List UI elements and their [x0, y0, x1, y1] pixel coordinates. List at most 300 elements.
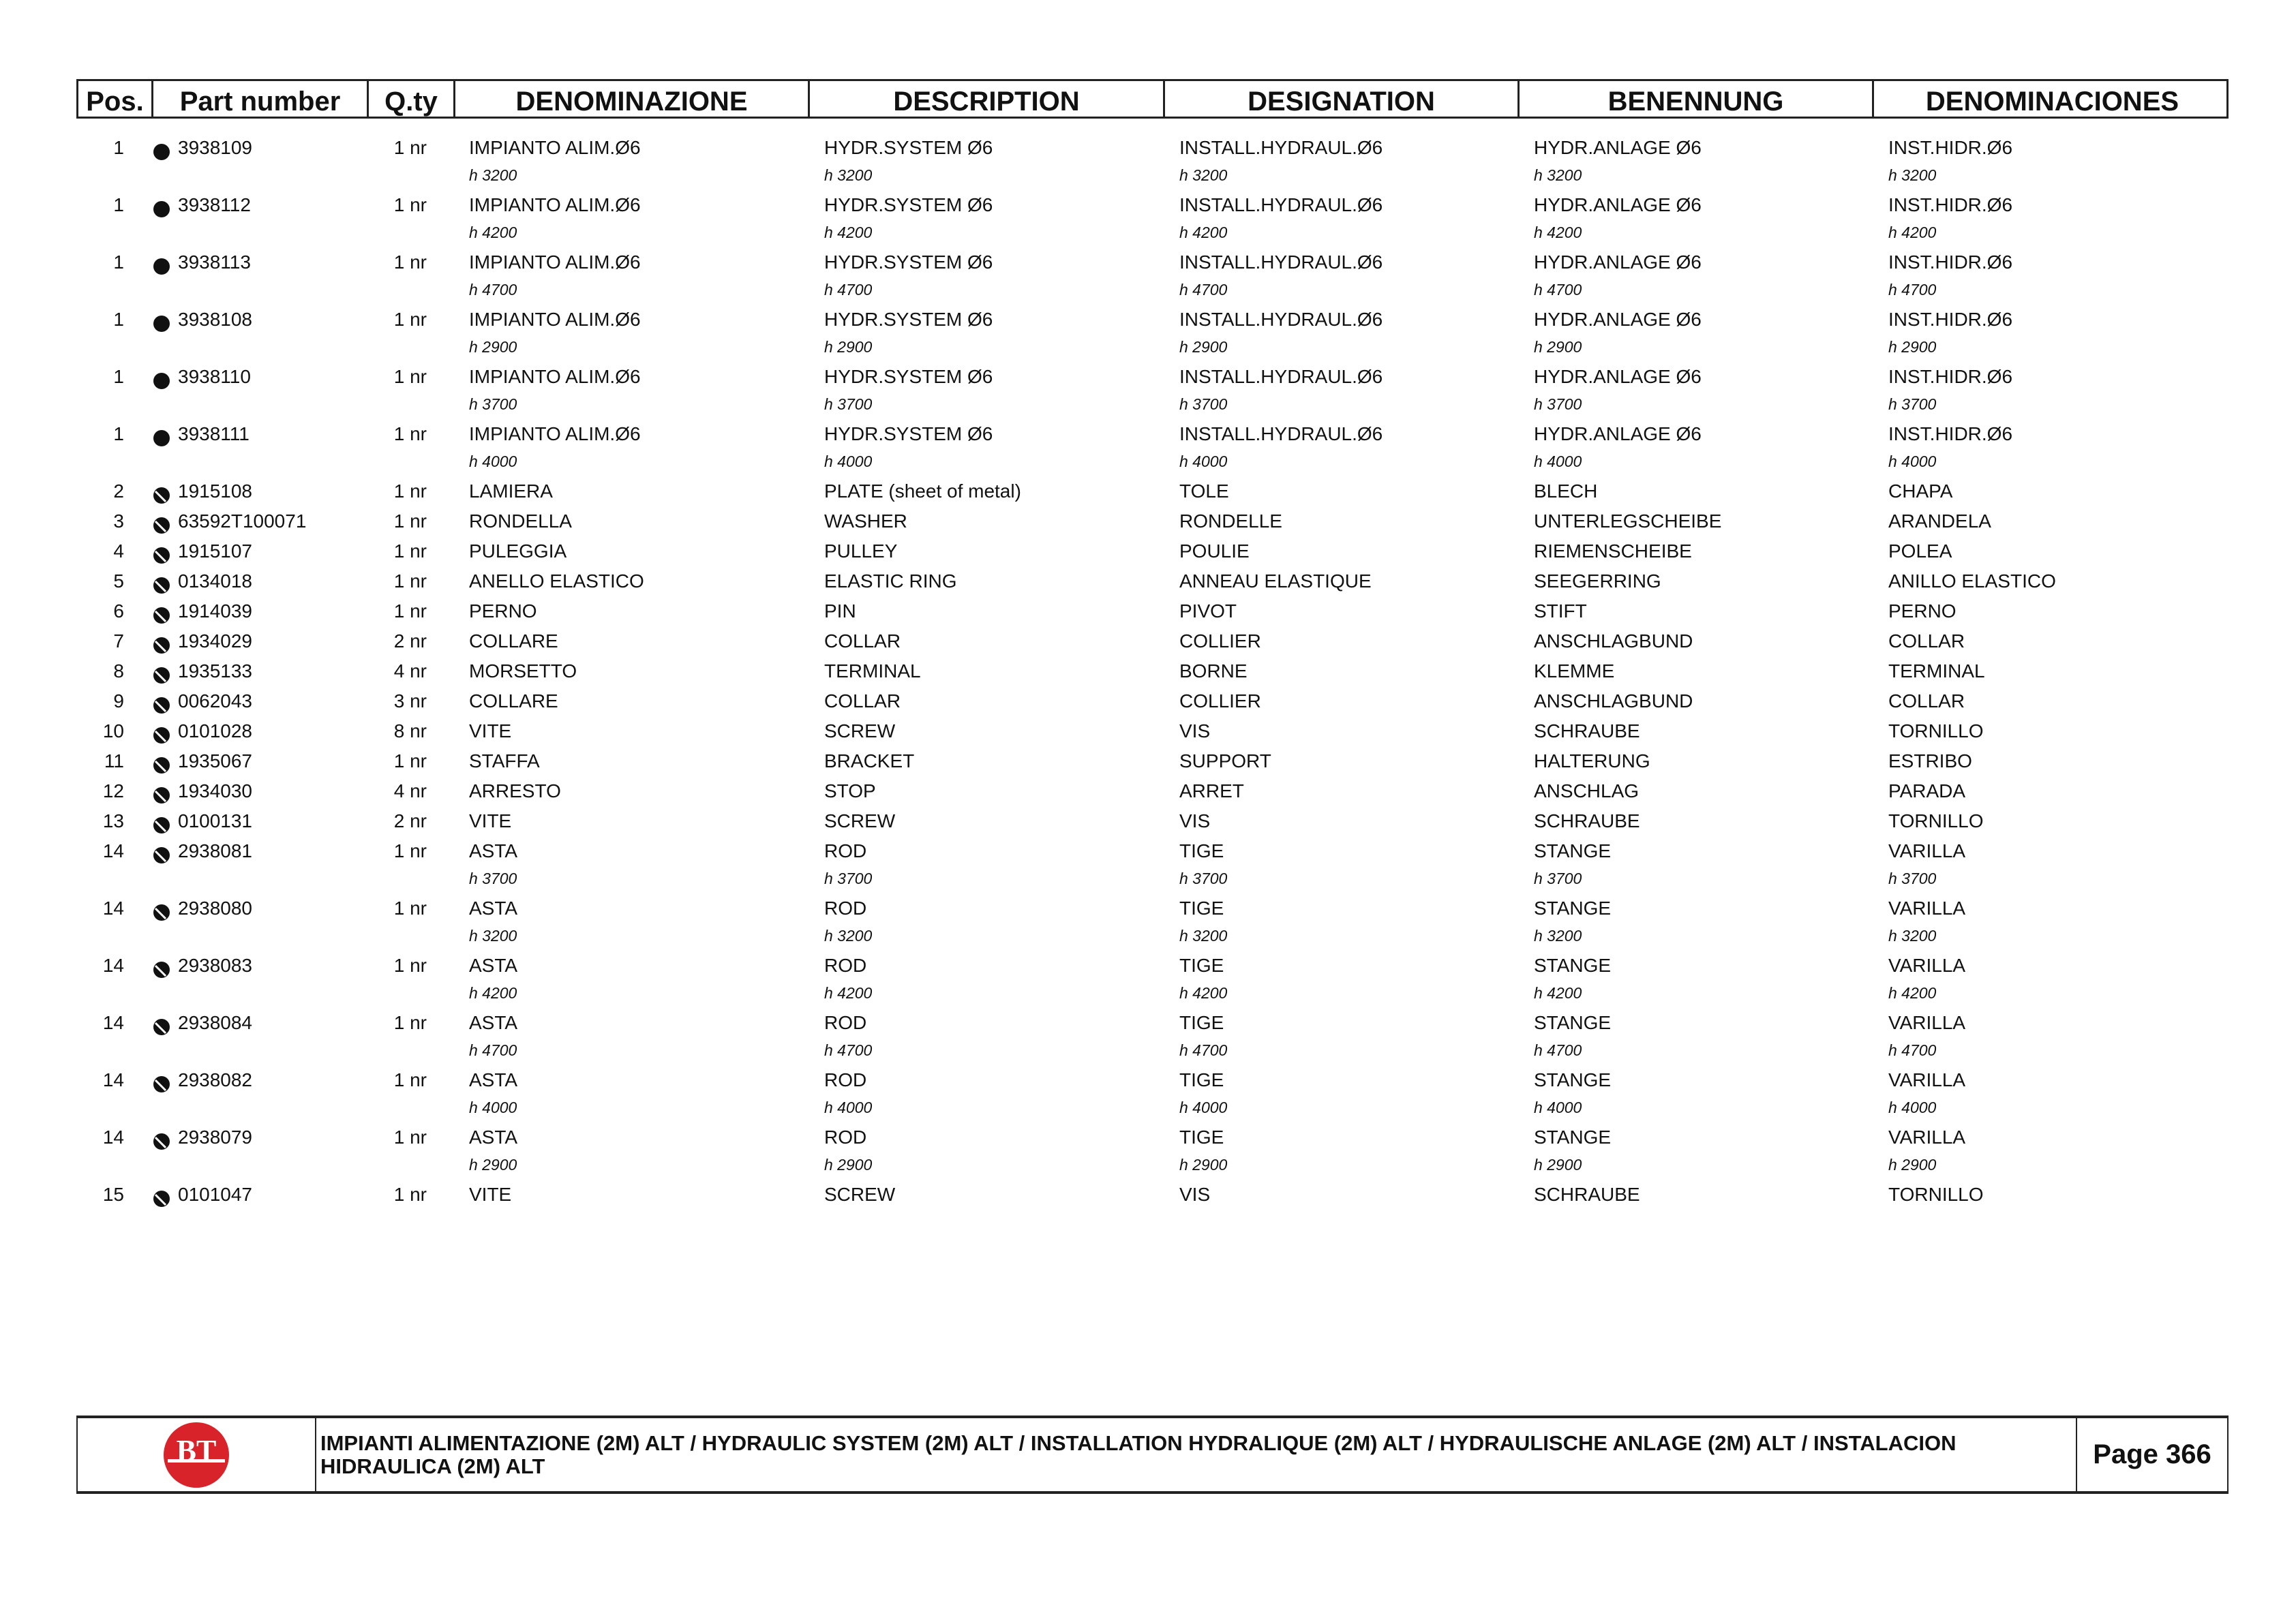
name-fr-cell: ARRET — [1179, 780, 1244, 801]
header-benennung: BENENNUNG — [1520, 81, 1874, 117]
part-number-cell: 2938082 — [178, 1069, 253, 1090]
part-number-cell: 0062043 — [178, 690, 253, 711]
name-en-cell: PULLEY — [824, 540, 898, 562]
pos-cell: 14 — [102, 1127, 124, 1148]
qty-cell: 8 nr — [393, 720, 427, 741]
name-fr-cell: TIGE — [1179, 898, 1224, 919]
height-note-de: h 3200 — [1534, 927, 1582, 945]
qty-cell: 1 nr — [393, 840, 427, 861]
qty-cell: 1 nr — [393, 510, 427, 532]
pos-cell: 14 — [102, 955, 124, 976]
pos-cell: 1 — [113, 309, 124, 330]
name-fr-cell: RONDELLE — [1179, 510, 1282, 532]
name-de-cell: RIEMENSCHEIBE — [1534, 540, 1692, 562]
name-it-cell: PERNO — [469, 600, 537, 622]
table-row — [0, 536, 2296, 566]
name-de-cell: HALTERUNG — [1534, 750, 1650, 771]
height-note-es: h 3200 — [1888, 166, 1937, 184]
table-row — [0, 419, 2296, 476]
qty-cell: 1 nr — [393, 423, 427, 444]
pos-cell: 12 — [102, 780, 124, 801]
height-note-en: h 4700 — [824, 281, 873, 299]
height-note-es: h 3700 — [1888, 870, 1937, 887]
name-es-cell: INST.HIDR.Ø6 — [1888, 251, 2013, 273]
pos-cell: 1 — [113, 137, 124, 158]
qty-cell: 1 nr — [393, 540, 427, 562]
table-row — [0, 1122, 2296, 1180]
height-note-fr: h 4200 — [1179, 984, 1228, 1002]
height-note-it: h 4700 — [469, 281, 517, 299]
name-fr-cell: TIGE — [1179, 1069, 1224, 1090]
name-it-cell: LAMIERA — [469, 480, 553, 502]
table-row — [0, 362, 2296, 419]
qty-cell: 1 nr — [393, 309, 427, 330]
qty-cell: 1 nr — [393, 600, 427, 622]
height-note-fr: h 3700 — [1179, 870, 1228, 887]
name-es-cell: PERNO — [1888, 600, 1957, 622]
name-it-cell: STAFFA — [469, 750, 540, 771]
name-fr-cell: ANNEAU ELASTIQUE — [1179, 570, 1372, 592]
height-note-de: h 4700 — [1534, 1041, 1582, 1059]
page-number: Page 366 — [2076, 1418, 2227, 1491]
name-de-cell: STANGE — [1534, 898, 1612, 919]
name-en-cell: ROD — [824, 1127, 867, 1148]
name-en-cell: HYDR.SYSTEM Ø6 — [824, 423, 993, 444]
height-note-de: h 3700 — [1534, 395, 1582, 413]
qty-cell: 1 nr — [393, 1127, 427, 1148]
name-it-cell: ASTA — [469, 898, 518, 919]
height-note-en: h 4000 — [824, 453, 873, 470]
height-note-es: h 4200 — [1888, 224, 1937, 241]
name-es-cell: INST.HIDR.Ø6 — [1888, 194, 2013, 215]
height-note-it: h 2900 — [469, 338, 517, 356]
name-it-cell: IMPIANTO ALIM.Ø6 — [469, 137, 641, 158]
part-number-cell: 2938079 — [178, 1127, 253, 1148]
header-part-number: Part number — [153, 81, 369, 117]
part-number-cell: 1915108 — [178, 480, 253, 502]
part-number-cell: 0134018 — [178, 570, 253, 592]
name-it-cell: IMPIANTO ALIM.Ø6 — [469, 366, 641, 387]
name-de-cell: SCHRAUBE — [1534, 1184, 1640, 1205]
name-de-cell: HYDR.ANLAGE Ø6 — [1534, 251, 1702, 273]
height-note-de: h 2900 — [1534, 1156, 1582, 1174]
pos-cell: 2 — [113, 480, 124, 502]
height-note-es: h 2900 — [1888, 338, 1937, 356]
name-fr-cell: COLLIER — [1179, 690, 1261, 711]
name-es-cell: VARILLA — [1888, 898, 1966, 919]
part-number-cell: 3938111 — [178, 423, 250, 444]
table-header — [76, 79, 2229, 119]
table-row — [0, 133, 2296, 190]
pos-cell: 14 — [102, 898, 124, 919]
name-es-cell: TERMINAL — [1888, 660, 1985, 682]
name-en-cell: SCREW — [824, 810, 896, 831]
height-note-it: h 4200 — [469, 224, 517, 241]
qty-cell: 1 nr — [393, 898, 427, 919]
name-en-cell: STOP — [824, 780, 876, 801]
half-circle-icon — [153, 1072, 170, 1090]
height-note-it: h 4200 — [469, 984, 517, 1002]
pos-cell: 11 — [104, 750, 124, 771]
name-fr-cell: SUPPORT — [1179, 750, 1271, 771]
height-note-en: h 4700 — [824, 1041, 873, 1059]
name-es-cell: CHAPA — [1888, 480, 1953, 502]
half-circle-icon — [153, 1015, 170, 1032]
qty-cell: 1 nr — [393, 1012, 427, 1033]
table-row — [0, 1008, 2296, 1065]
half-circle-icon — [153, 753, 170, 771]
height-note-fr: h 3700 — [1179, 395, 1228, 413]
parts-table — [0, 133, 2296, 1210]
name-de-cell: SCHRAUBE — [1534, 810, 1640, 831]
name-fr-cell: TOLE — [1179, 480, 1229, 502]
name-de-cell: SEEGERRING — [1534, 570, 1661, 592]
half-circle-icon — [153, 633, 170, 651]
name-it-cell: IMPIANTO ALIM.Ø6 — [469, 251, 641, 273]
name-en-cell: ELASTIC RING — [824, 570, 957, 592]
height-note-de: h 4000 — [1534, 453, 1582, 470]
half-circle-icon — [153, 900, 170, 918]
height-note-en: h 3700 — [824, 870, 873, 887]
name-es-cell: INST.HIDR.Ø6 — [1888, 137, 2013, 158]
height-note-de: h 3200 — [1534, 166, 1582, 184]
table-row — [0, 686, 2296, 716]
part-number-cell: 3938109 — [178, 137, 253, 158]
height-note-en: h 3200 — [824, 927, 873, 945]
half-circle-icon — [153, 513, 170, 531]
name-es-cell: TORNILLO — [1888, 810, 1984, 831]
name-de-cell: STANGE — [1534, 1069, 1612, 1090]
pos-cell: 1 — [113, 251, 124, 273]
table-row — [0, 716, 2296, 746]
name-fr-cell: VIS — [1179, 810, 1211, 831]
part-number-cell: 0100131 — [178, 810, 253, 831]
qty-cell: 1 nr — [393, 1069, 427, 1090]
height-note-en: h 3700 — [824, 395, 873, 413]
name-en-cell: PLATE (sheet of metal) — [824, 480, 1021, 502]
qty-cell: 1 nr — [393, 251, 427, 273]
height-note-de: h 2900 — [1534, 338, 1582, 356]
qty-cell: 1 nr — [393, 137, 427, 158]
height-note-en: h 3200 — [824, 166, 873, 184]
height-note-it: h 2900 — [469, 1156, 517, 1174]
qty-cell: 4 nr — [393, 660, 427, 682]
name-fr-cell: INSTALL.HYDRAUL.Ø6 — [1179, 423, 1383, 444]
height-note-it: h 4000 — [469, 453, 517, 470]
name-de-cell: HYDR.ANLAGE Ø6 — [1534, 366, 1702, 387]
height-note-de: h 4700 — [1534, 281, 1582, 299]
name-fr-cell: TIGE — [1179, 1127, 1224, 1148]
height-note-de: h 4200 — [1534, 224, 1582, 241]
table-row — [0, 776, 2296, 806]
height-note-es: h 4000 — [1888, 1099, 1937, 1116]
qty-cell: 1 nr — [393, 480, 427, 502]
name-de-cell: STANGE — [1534, 840, 1612, 861]
name-fr-cell: INSTALL.HYDRAUL.Ø6 — [1179, 194, 1383, 215]
qty-cell: 2 nr — [393, 630, 427, 652]
half-circle-icon — [153, 723, 170, 741]
height-note-fr: h 4000 — [1179, 1099, 1228, 1116]
height-note-es: h 4200 — [1888, 984, 1937, 1002]
height-note-en: h 2900 — [824, 338, 873, 356]
name-en-cell: PIN — [824, 600, 856, 622]
name-it-cell: RONDELLA — [469, 510, 572, 532]
name-fr-cell: INSTALL.HYDRAUL.Ø6 — [1179, 137, 1383, 158]
name-en-cell: TERMINAL — [824, 660, 921, 682]
qty-cell: 1 nr — [393, 194, 427, 215]
height-note-es: h 3700 — [1888, 395, 1937, 413]
name-it-cell: COLLARE — [469, 690, 558, 711]
height-note-it: h 3700 — [469, 395, 517, 413]
name-es-cell: PARADA — [1888, 780, 1966, 801]
name-it-cell: ASTA — [469, 1069, 518, 1090]
name-es-cell: INST.HIDR.Ø6 — [1888, 423, 2013, 444]
height-note-de: h 4000 — [1534, 1099, 1582, 1116]
name-it-cell: ASTA — [469, 1012, 518, 1033]
pos-cell: 14 — [102, 840, 124, 861]
header-qty: Q.ty — [369, 81, 455, 117]
name-de-cell: HYDR.ANLAGE Ø6 — [1534, 309, 1702, 330]
name-es-cell: ARANDELA — [1888, 510, 1991, 532]
table-row — [0, 566, 2296, 596]
name-en-cell: HYDR.SYSTEM Ø6 — [824, 309, 993, 330]
table-row — [0, 247, 2296, 305]
pos-cell: 1 — [113, 423, 124, 444]
name-de-cell: HYDR.ANLAGE Ø6 — [1534, 194, 1702, 215]
name-en-cell: BRACKET — [824, 750, 915, 771]
half-circle-icon — [153, 958, 170, 975]
table-row — [0, 893, 2296, 951]
name-es-cell: TORNILLO — [1888, 720, 1984, 741]
height-note-fr: h 4200 — [1179, 224, 1228, 241]
bt-logo — [162, 1421, 230, 1489]
height-note-fr: h 4700 — [1179, 281, 1228, 299]
qty-cell: 3 nr — [393, 690, 427, 711]
part-number-cell: 1915107 — [178, 540, 253, 562]
name-en-cell: ROD — [824, 1012, 867, 1033]
height-note-es: h 4000 — [1888, 453, 1937, 470]
full-circle-icon — [153, 197, 170, 215]
pos-cell: 14 — [102, 1012, 124, 1033]
qty-cell: 4 nr — [393, 780, 427, 801]
part-number-cell: 2938080 — [178, 898, 253, 919]
header-denominaciones: DENOMINACIONES — [1925, 86, 2179, 117]
height-note-it: h 4000 — [469, 1099, 517, 1116]
name-en-cell: ROD — [824, 898, 867, 919]
height-note-fr: h 2900 — [1179, 338, 1228, 356]
table-row — [0, 746, 2296, 776]
table-row — [0, 656, 2296, 686]
name-en-cell: ROD — [824, 1069, 867, 1090]
half-circle-icon — [153, 663, 170, 681]
name-fr-cell: PIVOT — [1179, 600, 1237, 622]
name-es-cell: INST.HIDR.Ø6 — [1888, 309, 2013, 330]
name-en-cell: HYDR.SYSTEM Ø6 — [824, 194, 993, 215]
qty-cell: 1 nr — [393, 750, 427, 771]
name-fr-cell: INSTALL.HYDRAUL.Ø6 — [1179, 309, 1383, 330]
name-en-cell: HYDR.SYSTEM Ø6 — [824, 251, 993, 273]
height-note-es: h 2900 — [1888, 1156, 1937, 1174]
name-de-cell: ANSCHLAG — [1534, 780, 1640, 801]
name-it-cell: ARRESTO — [469, 780, 561, 801]
name-en-cell: ROD — [824, 955, 867, 976]
name-es-cell: VARILLA — [1888, 1127, 1966, 1148]
qty-cell: 1 nr — [393, 1184, 427, 1205]
name-es-cell: COLLAR — [1888, 690, 1965, 711]
name-en-cell: COLLAR — [824, 630, 901, 652]
name-it-cell: VITE — [469, 720, 512, 741]
part-number-cell: 2938081 — [178, 840, 253, 861]
height-note-it: h 3200 — [469, 166, 517, 184]
part-number-cell: 1935067 — [178, 750, 253, 771]
pos-cell: 7 — [113, 630, 124, 652]
height-note-fr: h 3200 — [1179, 927, 1228, 945]
table-row — [0, 476, 2296, 506]
pos-cell: 14 — [102, 1069, 124, 1090]
name-en-cell: SCREW — [824, 1184, 896, 1205]
half-circle-icon — [153, 1129, 170, 1147]
part-number-cell: 2938083 — [178, 955, 253, 976]
table-row — [0, 806, 2296, 836]
full-circle-icon — [153, 140, 170, 157]
half-circle-icon — [153, 573, 170, 591]
pos-cell: 3 — [113, 510, 124, 532]
pos-cell: 5 — [113, 570, 124, 592]
table-row — [0, 506, 2296, 536]
half-circle-icon — [153, 603, 170, 621]
table-row — [0, 836, 2296, 893]
half-circle-icon — [153, 1187, 170, 1204]
name-es-cell: POLEA — [1888, 540, 1952, 562]
qty-cell: 1 nr — [393, 955, 427, 976]
half-circle-icon — [153, 483, 170, 501]
part-number-cell: 2938084 — [178, 1012, 253, 1033]
name-de-cell: KLEMME — [1534, 660, 1615, 682]
part-number-cell: 0101028 — [178, 720, 253, 741]
table-row — [0, 1180, 2296, 1210]
name-de-cell: STANGE — [1534, 1127, 1612, 1148]
page-footer — [76, 1416, 2229, 1494]
height-note-es: h 3200 — [1888, 927, 1937, 945]
pos-cell: 1 — [113, 194, 124, 215]
name-en-cell: HYDR.SYSTEM Ø6 — [824, 366, 993, 387]
part-number-cell: 1934030 — [178, 780, 253, 801]
name-it-cell: IMPIANTO ALIM.Ø6 — [469, 194, 641, 215]
name-es-cell: TORNILLO — [1888, 1184, 1984, 1205]
page-title: IMPIANTI ALIMENTAZIONE (2M) ALT / HYDRAULIC SYSTEM (2M) ALT / INSTALLATION HYDRALIQUE (2M) ALT / HYDRAULISCHE ANLAGE (2M) ALT / INSTALACION HIDRAULICA (2M) ALT — [320, 1430, 1957, 1478]
table-row — [0, 951, 2296, 1008]
name-es-cell: VARILLA — [1888, 1069, 1966, 1090]
part-number-cell: 3938108 — [178, 309, 253, 330]
name-fr-cell: BORNE — [1179, 660, 1248, 682]
height-note-es: h 4700 — [1888, 1041, 1937, 1059]
half-circle-icon — [153, 543, 170, 561]
name-en-cell: ROD — [824, 840, 867, 861]
header-denominazione: DENOMINAZIONE — [455, 81, 810, 117]
height-note-it: h 3200 — [469, 927, 517, 945]
full-circle-icon — [153, 426, 170, 444]
name-de-cell: STIFT — [1534, 600, 1587, 622]
name-it-cell: IMPIANTO ALIM.Ø6 — [469, 309, 641, 330]
name-it-cell: VITE — [469, 1184, 512, 1205]
height-note-fr: h 2900 — [1179, 1156, 1228, 1174]
name-es-cell: VARILLA — [1888, 955, 1966, 976]
height-note-en: h 2900 — [824, 1156, 873, 1174]
part-number-cell: 1935133 — [178, 660, 253, 682]
header-description: DESCRIPTION — [810, 81, 1165, 117]
name-it-cell: VITE — [469, 810, 512, 831]
pos-cell: 4 — [113, 540, 124, 562]
name-fr-cell: TIGE — [1179, 955, 1224, 976]
name-it-cell: IMPIANTO ALIM.Ø6 — [469, 423, 641, 444]
name-it-cell: ANELLO ELASTICO — [469, 570, 644, 592]
name-fr-cell: INSTALL.HYDRAUL.Ø6 — [1179, 366, 1383, 387]
full-circle-icon — [153, 254, 170, 272]
height-note-es: h 4700 — [1888, 281, 1937, 299]
qty-cell: 1 nr — [393, 570, 427, 592]
name-fr-cell: COLLIER — [1179, 630, 1261, 652]
name-fr-cell: VIS — [1179, 1184, 1211, 1205]
name-es-cell: ANILLO ELASTICO — [1888, 570, 2056, 592]
part-number-cell: 63592T100071 — [178, 510, 307, 532]
qty-cell: 2 nr — [393, 810, 427, 831]
table-row — [0, 190, 2296, 247]
full-circle-icon — [153, 369, 170, 386]
table-row — [0, 305, 2296, 362]
table-row — [0, 1065, 2296, 1122]
table-row — [0, 626, 2296, 656]
name-es-cell: VARILLA — [1888, 1012, 1966, 1033]
name-fr-cell: INSTALL.HYDRAUL.Ø6 — [1179, 251, 1383, 273]
name-it-cell: ASTA — [469, 840, 518, 861]
height-note-fr: h 3200 — [1179, 166, 1228, 184]
half-circle-icon — [153, 693, 170, 711]
logo-cell — [78, 1418, 316, 1491]
name-it-cell: MORSETTO — [469, 660, 577, 682]
name-fr-cell: TIGE — [1179, 840, 1224, 861]
header-pos: Pos. — [78, 81, 153, 117]
part-number-cell: 3938113 — [178, 251, 251, 273]
height-note-it: h 4700 — [469, 1041, 517, 1059]
part-number-cell: 1934029 — [178, 630, 253, 652]
name-de-cell: STANGE — [1534, 1012, 1612, 1033]
part-number-cell: 1914039 — [178, 600, 253, 622]
name-en-cell: SCREW — [824, 720, 896, 741]
name-de-cell: BLECH — [1534, 480, 1598, 502]
name-de-cell: STANGE — [1534, 955, 1612, 976]
name-es-cell: INST.HIDR.Ø6 — [1888, 366, 2013, 387]
name-it-cell: PULEGGIA — [469, 540, 567, 562]
name-de-cell: ANSCHLAGBUND — [1534, 630, 1693, 652]
name-fr-cell: POULIE — [1179, 540, 1250, 562]
table-row — [0, 596, 2296, 626]
height-note-en: h 4200 — [824, 224, 873, 241]
name-en-cell: WASHER — [824, 510, 907, 532]
svg-text:BT: BT — [176, 1433, 217, 1467]
half-circle-icon — [153, 783, 170, 801]
name-de-cell: HYDR.ANLAGE Ø6 — [1534, 137, 1702, 158]
pos-cell: 1 — [113, 366, 124, 387]
name-en-cell: HYDR.SYSTEM Ø6 — [824, 137, 993, 158]
name-de-cell: UNTERLEGSCHEIBE — [1534, 510, 1722, 532]
name-de-cell: SCHRAUBE — [1534, 720, 1640, 741]
pos-cell: 15 — [102, 1184, 124, 1205]
pos-cell: 6 — [113, 600, 124, 622]
header-designation: DESIGNATION — [1165, 81, 1520, 117]
pos-cell: 9 — [113, 690, 124, 711]
half-circle-icon — [153, 843, 170, 861]
height-note-fr: h 4700 — [1179, 1041, 1228, 1059]
